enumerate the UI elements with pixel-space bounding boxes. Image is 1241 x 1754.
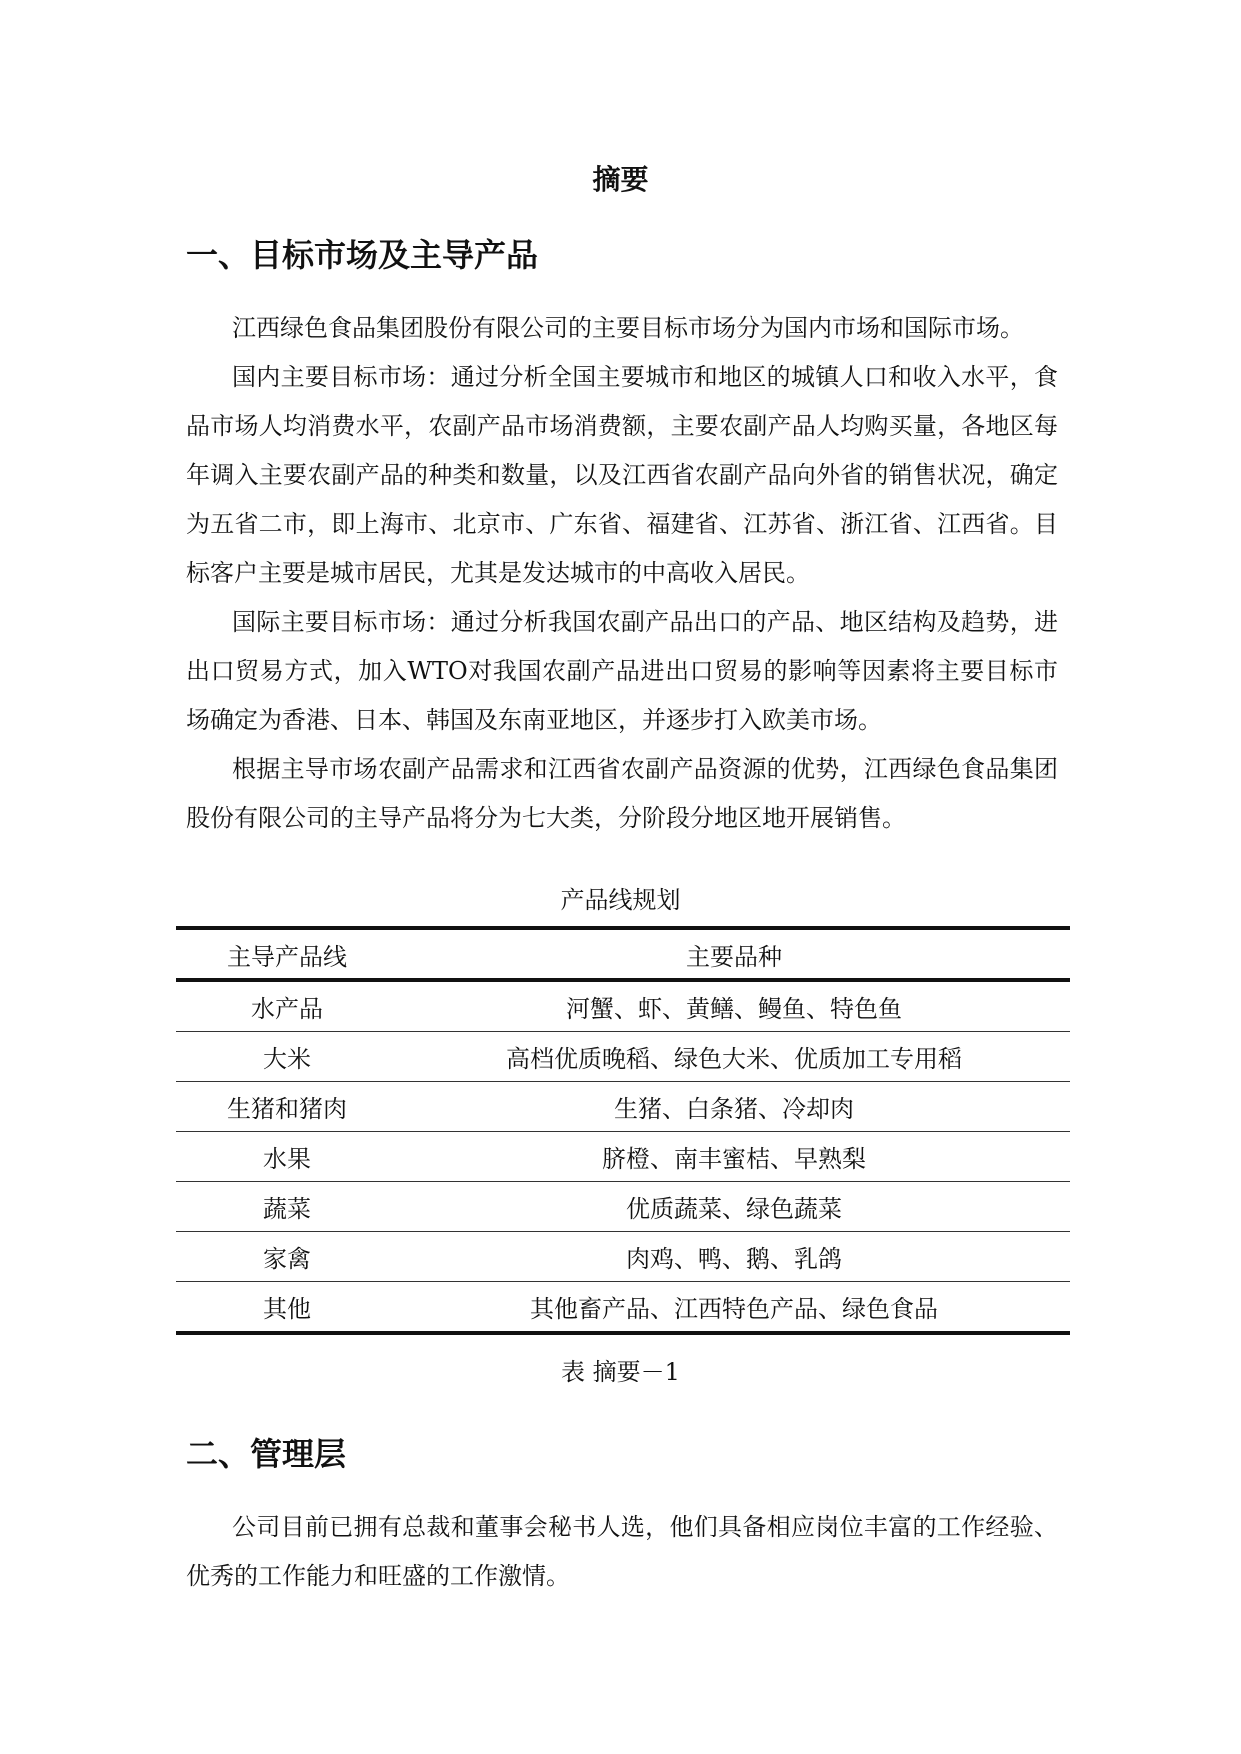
paragraph-market-overview: 江西绿色食品集团股份有限公司的主要目标市场分为国内市场和国际市场。 [232,314,1024,342]
table-row [176,1132,1070,1182]
table-row [176,1232,1070,1282]
paragraph-management: 公司目前已拥有总裁和董事会秘书人选，他们具备相应岗位丰富的工作经验、优秀的工作能力和旺盛的工作激情。 [186,1513,1058,1590]
table-cell-varieties: 脐橙、南丰蜜桔、早熟梨 [602,1145,866,1173]
table-header-row [176,928,1070,980]
section-heading-target-market: 一、目标市场及主导产品 [186,236,539,274]
paragraph-main-products: 根据主导市场农副产品需求和江西省农副产品资源的优势，江西绿色食品集团股份有限公司的主导产品将分为七大类，分阶段分地区地开展销售。 [186,755,1058,832]
paragraph-international-market: 国际主要目标市场：通过分析我国农副产品出口的产品、地区结构及趋势，进出口贸易方式，加入WTO对我国农副产品进出口贸易的影响等因素将主要目标市场确定为香港、日本、韩国及东南亚地区，并逐步打入欧美市场。 [186,608,1058,734]
table-cell-varieties: 生猪、白条猪、冷却肉 [614,1095,854,1123]
table-cell-varieties: 肉鸡、鸭、鹅、乳鸽 [626,1245,842,1273]
table-header-cell: 主导产品线 [227,942,347,971]
table-header-cell: 主要品种 [686,942,782,971]
table-row [176,1282,1070,1334]
product-line-table [176,926,1070,1335]
table-row [176,1032,1070,1082]
table-title: 产品线规划 [560,886,681,914]
table-cell-product-line: 其他 [263,1295,311,1323]
table-cell-varieties: 优质蔬菜、绿色蔬菜 [626,1195,842,1223]
table-cell-product-line: 水果 [263,1145,311,1173]
section-heading-management: 二、管理层 [186,1435,347,1473]
table-cell-varieties: 高档优质晚稻、绿色大米、优质加工专用稻 [506,1045,962,1073]
table-cell-product-line: 生猪和猪肉 [227,1095,347,1123]
table-row [176,1182,1070,1232]
table-caption: 表 摘要－1 [561,1358,680,1386]
section-body-target-market [186,304,1058,843]
table-cell-varieties: 河蟹、虾、黄鳝、鳗鱼、特色鱼 [566,995,902,1023]
table-cell-varieties: 其他畜产品、江西特色产品、绿色食品 [530,1295,938,1323]
document-title: 摘要 [592,163,649,196]
table-cell-product-line: 蔬菜 [263,1195,311,1223]
table-row [176,980,1070,1032]
table-cell-product-line: 家禽 [263,1245,311,1273]
table-cell-product-line: 大米 [263,1045,311,1073]
table-row [176,1082,1070,1132]
paragraph-domestic-market: 国内主要目标市场：通过分析全国主要城市和地区的城镇人口和收入水平，食品市场人均消费水平，农副产品市场消费额，主要农副产品人均购买量，各地区每年调入主要农副产品的种类和数量，以及江西省农副产品向外省的销售状况，确定为五省二市，即上海市、北京市、广东省、福建省、江苏省、浙江省、江西省。目标客户主要是城市居民，尤其是发达城市的中高收入居民。 [186,363,1058,587]
table-cell-product-line: 水产品 [251,995,323,1023]
section-body-management [186,1503,1058,1601]
